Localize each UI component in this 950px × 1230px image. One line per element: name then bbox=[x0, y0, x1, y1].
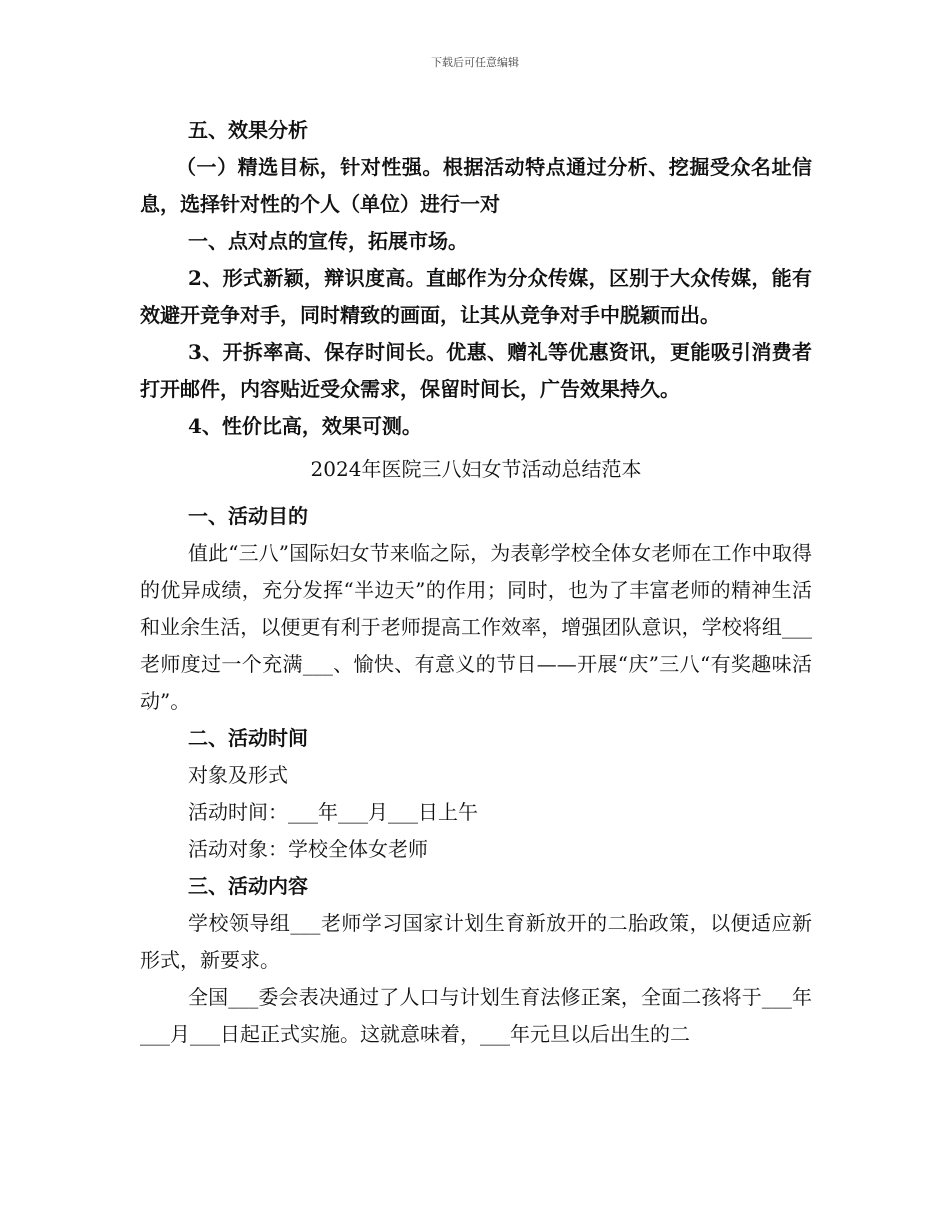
section-heading-activity-content: 三、活动内容 bbox=[188, 874, 308, 898]
paragraph-cost-performance: 4、性价比高，效果可测。 bbox=[188, 414, 422, 438]
section-heading-effect-analysis: 五、效果分析 bbox=[188, 118, 308, 142]
section-heading-activity-time: 二、活动时间 bbox=[188, 726, 308, 750]
paragraph-national-policy: 全国___委会表决通过了人口与计划生育法修正案，全面二孩将于___年___月___日起正式实施。这就意味着，___年元旦以后出生的二 bbox=[140, 985, 812, 1046]
document-title: 2024年医院三八妇女节活动总结范本 bbox=[310, 457, 642, 481]
page-header-note: 下载后可任意编辑 bbox=[431, 56, 519, 69]
paragraph-novel-form: 2、形式新颖，辩识度高。直邮作为分众传媒，区别于大众传媒，能有效避开竞争对手，同时精致的画面，让其从竞争对手中脱颖而出。 bbox=[140, 266, 812, 327]
paragraph-point-to-point: 一、点对点的宣传，拓展市场。 bbox=[188, 229, 468, 253]
line-activity-time: 活动时间：___年___月___日上午 bbox=[188, 800, 478, 824]
line-target-and-form: 对象及形式 bbox=[188, 763, 288, 787]
section-heading-activity-purpose: 一、活动目的 bbox=[188, 504, 308, 528]
paragraph-precise-targeting: （一）精选目标，针对性强。根据活动特点通过分析、挖掘受众名址信息，选择针对性的个人（单位）进行一对 bbox=[140, 155, 812, 216]
line-activity-target: 活动对象：学校全体女老师 bbox=[188, 837, 428, 861]
document-body bbox=[140, 112, 812, 1053]
paragraph-activity-purpose: 值此“三八”国际妇女节来临之际，为表彰学校全体女老师在工作中取得的优异成绩，充分发挥“半边天”的作用；同时，也为了丰富老师的精神生活和业余生活，以便更有利于老师提高工作效率，增强团队意识，学校将组___老师度过一个充满___、愉快、有意义的节日——开展“庆”三八“有奖趣味活动”。 bbox=[140, 541, 812, 713]
paragraph-policy-study: 学校领导组___老师学习国家计划生育新放开的二胎政策，以便适应新形式，新要求。 bbox=[140, 911, 812, 972]
paragraph-open-rate: 3、开拆率高、保存时间长。优惠、赠礼等优惠资讯，更能吸引消费者打开邮件，内容贴近受众需求，保留时间长，广告效果持久。 bbox=[140, 340, 812, 401]
